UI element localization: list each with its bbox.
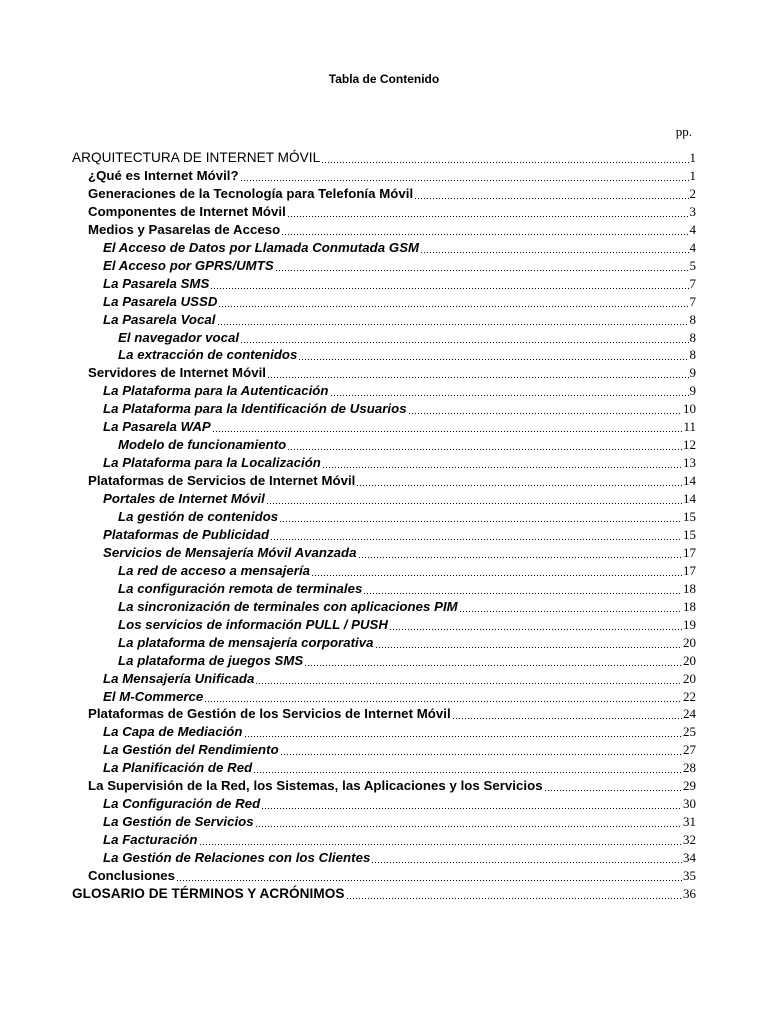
dot-leader bbox=[363, 580, 682, 598]
toc-entry[interactable] bbox=[72, 149, 696, 167]
toc-entry-page-number: 19 bbox=[683, 616, 696, 632]
dot-leader bbox=[255, 670, 682, 688]
toc-entry[interactable] bbox=[118, 598, 696, 616]
toc-entry[interactable] bbox=[88, 185, 696, 203]
toc-entry[interactable] bbox=[118, 616, 696, 634]
dot-leader bbox=[298, 346, 688, 364]
dot-leader bbox=[330, 382, 689, 400]
toc-entry-page-number: 13 bbox=[683, 455, 696, 471]
toc-entry-page-number: 25 bbox=[683, 724, 696, 740]
toc-entry-page-number: 8 bbox=[689, 347, 696, 363]
dot-leader bbox=[414, 185, 688, 203]
dot-leader bbox=[217, 311, 689, 329]
dot-leader bbox=[346, 885, 683, 903]
toc-entry-label: Generaciones de la Tecnología para Telefonía Móvil bbox=[88, 185, 414, 201]
toc-entry-page-number: 8 bbox=[689, 329, 696, 345]
toc-entry-page-number: 18 bbox=[683, 580, 696, 596]
toc-entry-label: La Capa de Mediación bbox=[103, 724, 243, 740]
toc-entry[interactable] bbox=[118, 634, 696, 652]
toc-entry-page-number: 1 bbox=[689, 150, 696, 165]
toc-entry-label: La red de acceso a mensajería bbox=[118, 562, 311, 578]
dot-leader bbox=[322, 454, 682, 472]
toc-entry-label: Servidores de Internet Móvil bbox=[88, 365, 267, 381]
toc-entry-page-number: 18 bbox=[683, 598, 696, 614]
toc-entry-label: Plataformas de Servicios de Internet Móvil bbox=[88, 473, 356, 489]
toc-entry-page-number: 35 bbox=[683, 868, 696, 883]
toc-entry-label: La extracción de contenidos bbox=[118, 347, 298, 363]
toc-entry-label: El M-Commerce bbox=[103, 688, 204, 704]
dot-leader bbox=[266, 490, 682, 508]
toc-entry-label: La configuración remota de terminales bbox=[118, 580, 363, 596]
dot-leader bbox=[275, 257, 689, 275]
dot-leader bbox=[389, 616, 682, 634]
toc-entry[interactable] bbox=[118, 436, 696, 454]
dot-leader bbox=[356, 472, 682, 490]
toc-entry[interactable] bbox=[103, 275, 696, 293]
dot-leader bbox=[311, 562, 682, 580]
toc-entry[interactable] bbox=[103, 795, 696, 813]
toc-entry-label: La Plataforma para la Localización bbox=[103, 455, 321, 471]
toc-entry-label: Conclusiones bbox=[88, 868, 176, 883]
dot-leader bbox=[212, 418, 683, 436]
toc-entry-page-number: 1 bbox=[689, 167, 696, 183]
toc-entry-label: La Pasarela WAP bbox=[103, 419, 211, 435]
dot-leader bbox=[279, 508, 682, 526]
toc-entry-page-number: 28 bbox=[683, 760, 696, 776]
toc-entry[interactable] bbox=[88, 472, 696, 490]
toc-entry-page-number: 32 bbox=[683, 832, 696, 848]
toc-entry-page-number: 5 bbox=[689, 257, 696, 273]
toc-entry-page-number: 4 bbox=[689, 221, 696, 237]
toc-entry-label: La Plataforma para la Identificación de Usuarios bbox=[103, 401, 407, 417]
toc-entry[interactable] bbox=[88, 777, 696, 795]
toc-entry-label: ARQUITECTURA DE INTERNET MÓVIL bbox=[72, 150, 321, 165]
toc-entry-page-number: 31 bbox=[683, 814, 696, 830]
dot-leader bbox=[371, 849, 682, 867]
toc-entry-page-number: 12 bbox=[683, 437, 696, 453]
toc-entry-page-number: 7 bbox=[689, 275, 696, 291]
toc-entry-page-number: 22 bbox=[683, 688, 696, 704]
toc-entry-page-number: 30 bbox=[683, 796, 696, 812]
toc-entry-label: La Pasarela USSD bbox=[103, 293, 218, 309]
toc-entry-label: La plataforma de mensajería corporativa bbox=[118, 634, 374, 650]
toc-entry-page-number: 17 bbox=[683, 562, 696, 578]
toc-entry-page-number: 17 bbox=[683, 544, 696, 560]
toc-entry-page-number: 14 bbox=[683, 491, 696, 507]
dot-leader bbox=[255, 813, 682, 831]
dot-leader bbox=[270, 526, 682, 544]
toc-entry[interactable] bbox=[103, 418, 696, 436]
toc-entry-label: La Facturación bbox=[103, 832, 198, 848]
toc-entry[interactable] bbox=[118, 329, 696, 347]
toc-entry-page-number: 14 bbox=[683, 473, 696, 489]
toc-entry-label: La Plataforma para la Autenticación bbox=[103, 383, 329, 399]
dot-leader bbox=[544, 777, 682, 795]
toc-entry-page-number: 27 bbox=[683, 742, 696, 758]
toc-entry-page-number: 15 bbox=[683, 509, 696, 524]
dot-leader bbox=[408, 400, 682, 418]
toc-entry-label: Modelo de funcionamiento bbox=[118, 437, 287, 453]
toc-entry-label: La Planificación de Red bbox=[103, 760, 253, 776]
toc-entry[interactable] bbox=[72, 885, 696, 903]
toc-entry-label: Portales de Internet Móvil bbox=[103, 491, 265, 507]
toc-entry-page-number: 20 bbox=[683, 652, 696, 668]
dot-leader bbox=[240, 167, 689, 185]
toc-entry-label: La Gestión de Relaciones con los Clientes bbox=[103, 850, 371, 866]
toc-entry[interactable] bbox=[103, 544, 696, 562]
toc-entry-page-number: 9 bbox=[689, 365, 696, 381]
toc-entry[interactable] bbox=[118, 652, 696, 670]
dot-leader bbox=[244, 723, 682, 741]
toc-entry[interactable] bbox=[103, 723, 696, 741]
toc-entry-label: El Acceso por GPRS/UMTS bbox=[103, 257, 274, 273]
dot-leader bbox=[218, 293, 688, 311]
toc-entry[interactable] bbox=[103, 257, 696, 275]
toc-entry-label: Los servicios de información PULL / PUSH bbox=[118, 616, 388, 632]
toc-entry-label: La Gestión de Servicios bbox=[103, 814, 254, 830]
toc-entry[interactable] bbox=[118, 562, 696, 580]
toc-entry[interactable] bbox=[118, 580, 696, 598]
toc-entry[interactable] bbox=[118, 508, 696, 526]
toc-entry[interactable] bbox=[103, 311, 696, 329]
toc-entry[interactable] bbox=[103, 670, 696, 688]
page-title: Tabla de Contenido bbox=[328, 72, 440, 86]
toc-entry-label: La Pasarela Vocal bbox=[103, 311, 216, 327]
toc-entry[interactable] bbox=[88, 364, 696, 382]
toc-entry-page-number: 20 bbox=[683, 634, 696, 650]
dot-leader bbox=[321, 149, 688, 167]
dot-leader bbox=[261, 795, 682, 813]
toc-entry-page-number: 7 bbox=[689, 293, 696, 309]
toc-entry-label: La Supervisión de la Red, los Sistemas, las Aplicaciones y los Servicios bbox=[88, 778, 543, 794]
toc-entry-label: Plataformas de Gestión de los Servicios de Internet Móvil bbox=[88, 706, 451, 722]
toc-entry[interactable] bbox=[103, 831, 696, 849]
toc-entry-page-number: 24 bbox=[683, 706, 696, 722]
dot-leader bbox=[280, 741, 682, 759]
dot-leader bbox=[204, 688, 682, 706]
dot-leader bbox=[287, 203, 689, 221]
dot-leader bbox=[240, 329, 688, 347]
toc-entry[interactable] bbox=[118, 346, 696, 364]
toc-entry[interactable] bbox=[103, 490, 696, 508]
toc-entry-label: La gestión de contenidos bbox=[118, 509, 279, 524]
toc-entry[interactable] bbox=[103, 239, 696, 257]
toc-entry[interactable] bbox=[103, 293, 696, 311]
toc-entry-page-number: 29 bbox=[683, 778, 696, 794]
toc-entry[interactable] bbox=[103, 382, 696, 400]
dot-leader bbox=[304, 652, 682, 670]
toc-entry-page-number: 2 bbox=[689, 185, 696, 201]
toc-entry[interactable] bbox=[88, 203, 696, 221]
toc-entry[interactable] bbox=[103, 813, 696, 831]
dot-leader bbox=[199, 831, 683, 849]
toc-entry-label: GLOSARIO DE TÉRMINOS Y ACRÓNIMOS bbox=[72, 885, 345, 901]
toc-entry[interactable] bbox=[103, 400, 696, 418]
toc-entry[interactable] bbox=[103, 741, 696, 759]
toc-entry-label: La Pasarela SMS bbox=[103, 275, 210, 291]
dot-leader bbox=[210, 275, 688, 293]
toc-entry[interactable] bbox=[88, 867, 696, 885]
toc-entry-label: La Mensajería Unificada bbox=[103, 670, 255, 686]
dot-leader bbox=[281, 221, 688, 239]
toc-entry-label: El navegador vocal bbox=[118, 329, 240, 345]
page-column-header: pp. bbox=[675, 124, 692, 139]
toc-entry[interactable] bbox=[103, 526, 696, 544]
toc-entry-label: Componentes de Internet Móvil bbox=[88, 203, 286, 219]
toc-entry-page-number: 36 bbox=[683, 885, 696, 901]
toc-entry-label: El Acceso de Datos por Llamada Conmutada GSM bbox=[103, 239, 420, 255]
toc-entry[interactable] bbox=[88, 705, 696, 723]
dot-leader bbox=[452, 705, 682, 723]
toc-entry-page-number: 4 bbox=[689, 239, 696, 255]
dot-leader bbox=[267, 364, 688, 382]
toc-entry-page-number: 11 bbox=[683, 419, 696, 435]
toc-entry-label: La plataforma de juegos SMS bbox=[118, 652, 304, 668]
toc-entry[interactable] bbox=[103, 454, 696, 472]
toc-entry-page-number: 9 bbox=[689, 383, 696, 399]
toc-entry-page-number: 8 bbox=[689, 311, 696, 327]
toc-entry-label: La sincronización de terminales con aplicaciones PIM bbox=[118, 598, 458, 614]
dot-leader bbox=[358, 544, 682, 562]
toc-entry[interactable] bbox=[103, 759, 696, 777]
dot-leader bbox=[420, 239, 688, 257]
toc-entry[interactable] bbox=[103, 849, 696, 867]
toc-entry-page-number: 10 bbox=[683, 401, 696, 417]
toc-entry-label: Servicios de Mensajería Móvil Avanzada bbox=[103, 544, 357, 560]
toc-entry-label: La Gestión del Rendimiento bbox=[103, 742, 279, 758]
toc-entry-label: ¿Qué es Internet Móvil? bbox=[88, 167, 239, 183]
toc-entry-page-number: 3 bbox=[689, 203, 696, 219]
toc-entry[interactable] bbox=[88, 167, 696, 185]
toc-entry[interactable] bbox=[103, 688, 696, 706]
toc-entry-label: Plataformas de Publicidad bbox=[103, 526, 270, 542]
toc-entry-label: Medios y Pasarelas de Acceso bbox=[88, 221, 281, 237]
toc-entry-page-number: 15 bbox=[683, 526, 696, 542]
toc-entry-label: La Configuración de Red bbox=[103, 796, 261, 812]
dot-leader bbox=[253, 759, 682, 777]
toc-entry-page-number: 20 bbox=[683, 670, 696, 686]
toc-entry-page-number: 34 bbox=[683, 850, 696, 866]
dot-leader bbox=[375, 634, 682, 652]
dot-leader bbox=[176, 867, 682, 885]
dot-leader bbox=[287, 436, 682, 454]
toc-entry[interactable] bbox=[88, 221, 696, 239]
dot-leader bbox=[459, 598, 682, 616]
